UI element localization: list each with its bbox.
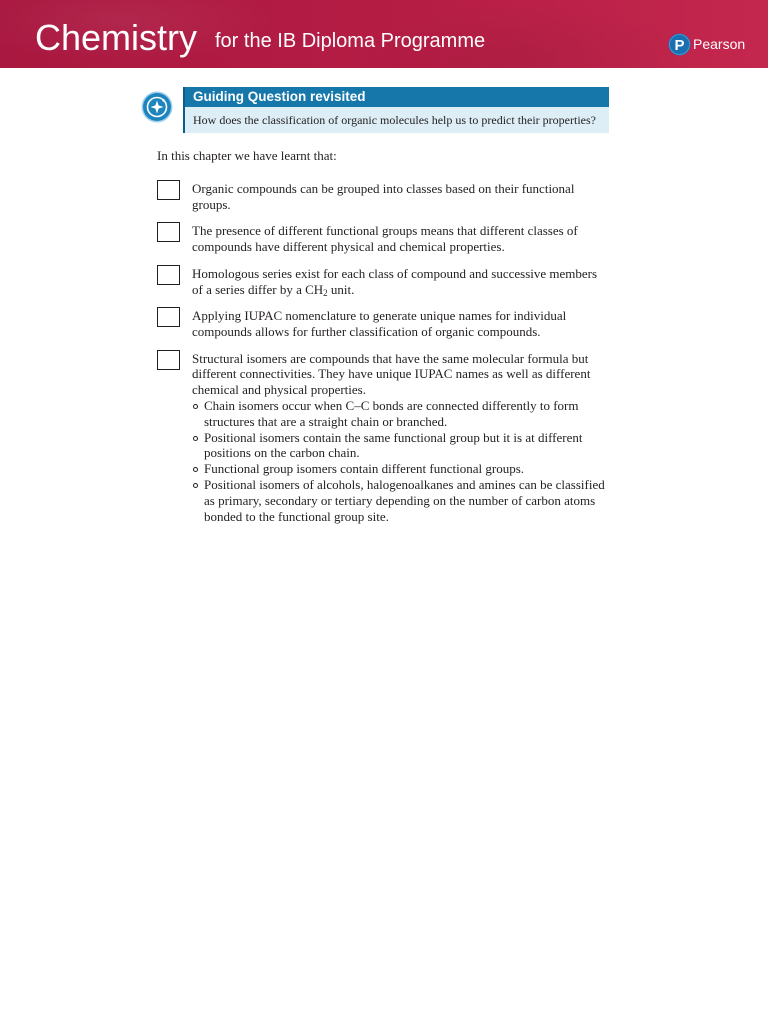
book-title: Chemistry (35, 17, 198, 58)
hollow-bullet-icon (193, 436, 198, 441)
subpoint-item (192, 430, 617, 462)
text-segment: of a series differ by a CH (192, 281, 324, 297)
subpoint-text: positions on the carbon chain. (204, 445, 360, 461)
subpoint-item (192, 461, 617, 477)
guiding-question-heading: Guiding Question revisited (185, 87, 609, 107)
checklist-item (157, 266, 617, 298)
checklist-item-text: compounds have different physical and chemical properties. (192, 239, 505, 255)
pearson-logo-letter: P (674, 37, 685, 54)
guiding-question-box (183, 87, 609, 133)
subpoint-text: Positional isomers of alcohols, halogenoalkanes and amines can be classified (204, 476, 605, 492)
book-subtitle: for the IB Diploma Programme (215, 30, 486, 52)
checklist-item-text: The presence of different functional groups means that different classes of (192, 223, 578, 239)
formula-subscript: 2 (323, 287, 328, 298)
text-segment: unit. (327, 281, 355, 297)
checklist-checkbox[interactable] (157, 265, 180, 285)
compass-icon (141, 91, 173, 123)
checklist-item-text: Structural isomers are compounds that have the same molecular formula but (192, 350, 589, 366)
subpoint-text: bonded to the functional group site. (204, 508, 389, 524)
subpoint-item (192, 477, 617, 524)
checklist-item (157, 351, 617, 525)
checklist-checkbox[interactable] (157, 180, 180, 200)
checklist-item-text: chemical and physical properties. (192, 382, 366, 398)
subpoint-text: Positional isomers contain the same functional group but it is at different (204, 429, 583, 445)
checklist-checkbox[interactable] (157, 307, 180, 327)
hollow-bullet-icon (193, 404, 198, 409)
learning-checklist (157, 181, 617, 535)
checklist-item-text: Applying IUPAC nomenclature to generate unique names for individual (192, 308, 567, 324)
checklist-item-text: Homologous series exist for each class of compound and successive members (192, 265, 598, 281)
checklist-item-text: groups. (192, 196, 231, 212)
checklist-intro: In this chapter we have learnt that: (157, 148, 337, 163)
subpoint-text: Chain isomers occur when C–C bonds are connected differently to form (204, 397, 579, 413)
subpoint-text: as primary, secondary or tertiary depending on the number of carbon atoms (204, 492, 596, 508)
guiding-question-text: How does the classification of organic molecules help us to predict their properties? (185, 107, 609, 133)
checklist-checkbox[interactable] (157, 222, 180, 242)
hollow-bullet-icon (193, 467, 198, 472)
subpoint-text: Functional group isomers contain different functional groups. (204, 461, 524, 477)
hollow-bullet-icon (193, 483, 198, 488)
checklist-item (157, 181, 617, 213)
checklist-item-text: Organic compounds can be grouped into classes based on their functional (192, 181, 575, 196)
pearson-logo-icon (668, 33, 691, 56)
checklist-item-text: different connectivities. They have unique IUPAC names as well as different (192, 366, 591, 382)
checklist-item (157, 308, 617, 340)
checklist-checkbox[interactable] (157, 350, 180, 370)
checklist-item (157, 223, 617, 255)
subpoint-text: structures that are a straight chain or branched. (204, 413, 448, 429)
checklist-item-text: compounds allows for further classification of organic compounds. (192, 323, 541, 339)
publisher-name: Pearson (693, 36, 746, 52)
book-header-banner (0, 0, 768, 68)
checklist-item-text (192, 282, 617, 298)
subpoint-item (192, 398, 617, 430)
